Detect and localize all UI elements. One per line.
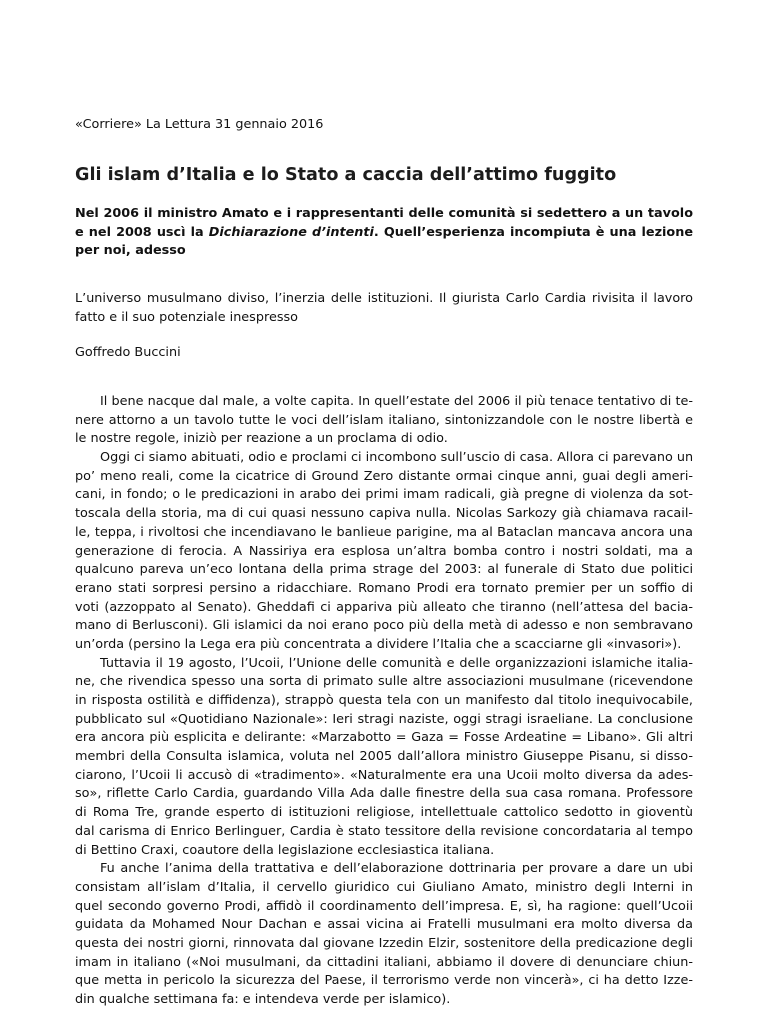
body-line: que metta in pericolo la sicurezza del Paese, il terrorismo verde non vincerà», ci ha detto Izze- [75,973,693,989]
deck-text-end: . Quell’esperienza incompiuta è una lezione per noi, adesso [75,224,694,259]
body-line: pubblicato sul «Quotidiano Nazionale»: Ieri stragi naziste, oggi stragi israeliane. La conclusione [75,711,693,727]
body-line: qualcuno pareva un’eco lontana della prima strage del 2003: al funerale di Stato due politici [75,562,693,578]
article-summary: L’universo musulmano diviso, l’inerzia delle istituzioni. Il giurista Carlo Cardia rivisita il lavoro fatto e il suo potenziale inespresso [75,291,693,325]
body-line: nere attorno a un tavolo tutte le voci dell’islam italiano, sintonizzandole con le nostre libertà e [75,412,693,428]
body-line: Tuttavia il 19 agosto, l’Ucoii, l’Unione delle comunità e delle organizzazioni islamiche italia- [100,655,693,671]
body-line: ne, che rivendica spesso una sorta di primato sulle altre associazioni musulmane (ricevendone [75,674,693,690]
body-line: Il bene nacque dal male, a volte capita. In quell’estate del 2006 il più tenace tentativo di te- [100,394,693,409]
deck-italic-title: Dichiarazione d’intenti [208,224,374,240]
body-line: erano stati sorpresi persino a ridacchiare. Romano Prodi era tornato premier per un soffio di [75,580,693,596]
author-byline: Goffredo Buccini [75,345,181,360]
body-line: questa dei nostri giorni, rinnovata dal giovane Izzedin Elzir, sostenitore della predicazione degli [75,935,693,951]
body-line: guidata da Mohamed Nour Dachan e assai vicina ai Fratelli musulmani era molto diversa da [75,917,693,933]
body-line: toscala della storia, ma di cui quasi nessuno capiva nulla. Nicolas Sarkozy già chiamava racail- [75,506,693,522]
body-line: le nostre regole, iniziò per reazione a un proclama di odio. [75,431,448,447]
body-line: in risposta ostilità e diffidenza), strappò questa tela con un manifesto dal titolo inequivocabile, [75,693,693,708]
body-line: dal carisma di Enrico Berlinguer, Cardia è stato tessitore della revisione concordataria al tempo [75,823,693,839]
body-line: voti (azzoppato al Senato). Gheddafi ci appariva più alleato che tiranno (nell’attesa del bacia- [75,599,693,615]
body-line: consistam all’islam d’Italia, il cervello giuridico cui Giuliano Amato, ministro degli Interni in [75,879,693,895]
body-line: era ancora più esplicita e delirante: «Marzabotto = Gaza = Fosse Ardeatine = Libano». Gli altri [75,730,693,746]
body-line: di Bettino Craxi, coautore della legislazione ecclesiastica italiana. [75,842,495,858]
deck-text-start: Nel 2006 il ministro Amato e i rappresentanti delle comunità si sedettero a un tavolo e nel 2008 uscì la [75,206,693,240]
body-line: Oggi ci siamo abituati, odio e proclami ci incombono sull’uscio di casa. Allora ci parevano un [100,450,694,466]
body-line: le, teppa, i rivoltosi che incendiavano le banlieue parigine, ma al Bataclan mancava ancora una [75,524,693,540]
body-line: generazione di ferocia. A Nassiriya era esplosa un’altra bomba contro i nostri soldati, ma a [75,543,693,559]
body-line: membri della Consulta islamica, voluta nel 2005 dall’allora ministro Giuseppe Pisanu, si disso- [75,749,693,765]
body-line: imam in italiano («Noi musulmani, da cittadini italiani, abbiamo il dovere di denunciare chiun- [75,954,693,970]
body-line: cani, in fondo; o le predicazioni in arabo dei primi imam radicali, già pregne di violenza da sot- [75,487,693,503]
body-line: mano di Berlusconi). Gli islamici da noi erano poco più della metà di adesso e non sembravano [75,618,693,634]
article-title: Gli islam d’Italia e lo Stato a caccia dell’attimo fuggito [75,165,617,185]
article-body [75,393,693,1010]
body-line: di Roma Tre, grande esperto di istituzioni religiose, intellettuale cattolico sedotto in gioventù [75,805,693,821]
body-line: din qualche settimana fa: e intendeva verde per islamico). [75,992,451,1007]
source-line: «Corriere» La Lettura 31 gennaio 2016 [75,117,324,132]
body-line: ciarono, l’Ucoii li accusò di «tradimento». «Naturalmente era una Ucoii molto diversa da ades- [75,767,693,783]
body-line: so», riflette Carlo Cardia, guardando Villa Ada dalle finestre della sua casa romana. Professore [75,786,693,802]
body-line: un’orda (persino la Lega era più concentrata a dividere l’Italia che a scacciarne gli «invasori»). [75,636,682,652]
body-line: quel secondo governo Prodi, affidò il coordinamento dell’impresa. E, sì, ha ragione: quell’Ucoii [75,898,693,914]
body-line: Fu anche l’anima della trattativa e dell’elaborazione dottrinaria per provare a dare un ubi [100,861,693,877]
article-deck [75,205,693,261]
body-line: po’ meno reali, come la cicatrice di Ground Zero distante ormai cinque anni, guai degli ameri- [75,468,693,484]
